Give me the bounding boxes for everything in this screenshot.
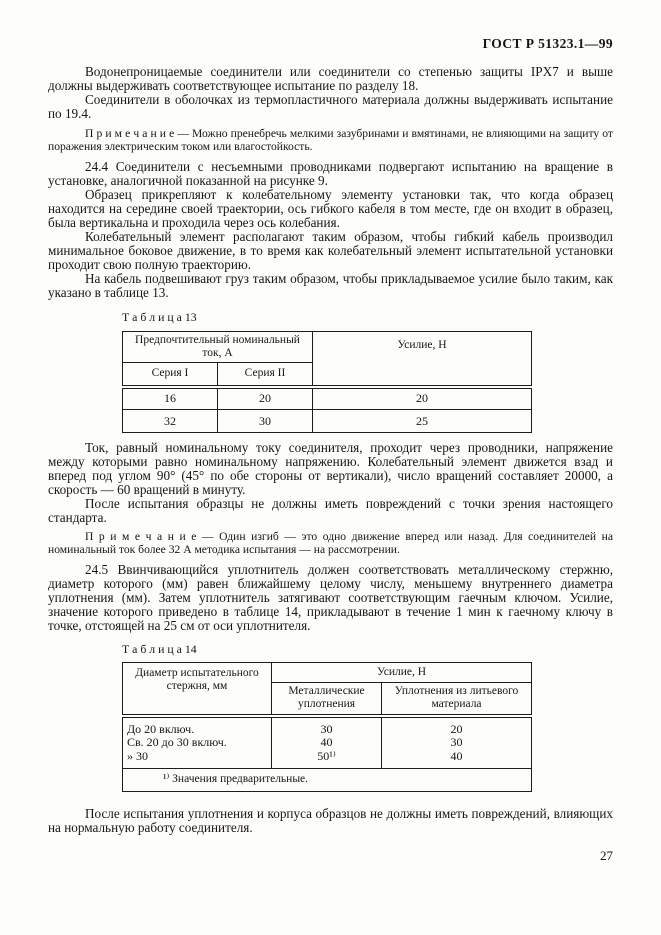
doc-header-standard-number: ГОСТ Р 51323.1—99 — [482, 36, 613, 51]
para-no-damage-after-test: После испытания образцы не должны иметь повреждений с точки зрения настоящего стандарта. — [48, 496, 613, 525]
page-number: 27 — [600, 847, 613, 863]
para-thermoplastic-enclosures: Соединители в оболочках из термопластичного материала должны выдерживать испытание по 19.4. — [48, 92, 613, 121]
table-14 — [122, 662, 532, 792]
para-specimen-attachment: Образец прикрепляют к колебательному элементу установки так, что когда образец находится на середине своей траектории, ось гибкого кабеля в том месте, где он входит в образец, была вертикальна и проходила через ось колебания. — [48, 187, 613, 230]
t14-subheader-metal-glands: Металлические уплотнения — [272, 683, 382, 716]
t14-cell-molded: 40 — [382, 750, 532, 769]
para-after-seal-test: После испытания уплотнения и корпуса образцов не должны иметь повреждений, влияющих на нормальную работу соединителя. — [48, 805, 613, 835]
t13-cell-series1: 32 — [123, 410, 218, 433]
table-14-data-row-1 — [123, 716, 532, 736]
t14-cell-diameter: До 20 включ. — [123, 716, 272, 736]
table-13-data-row-2 — [123, 410, 532, 433]
table-13 — [122, 331, 532, 433]
table-13-header-row-1 — [123, 332, 532, 363]
t13-cell-series2: 20 — [218, 387, 313, 410]
t13-cell-force: 20 — [313, 387, 532, 410]
table-14-label: Т а б л и ц а 14 — [122, 642, 197, 656]
t14-cell-molded: 30 — [382, 736, 532, 750]
t14-subheader-molded-glands: Уплотнения из литьевого материала — [382, 683, 532, 716]
t14-header-test-rod-diameter: Диаметр испытательного стержня, мм — [123, 663, 272, 716]
table-14-data-row-3 — [123, 750, 532, 769]
t13-subheader-series-2: Серия II — [218, 363, 313, 387]
para-waterproof-connectors: Водонепроницаемые соединители или соединители со степенью защиты IPX7 и выше должны выдерживать соответствующее испытание по разделу 18. — [48, 64, 613, 93]
t13-cell-force: 25 — [313, 410, 532, 433]
t14-cell-diameter: Св. 20 до 30 включ. — [123, 736, 272, 750]
t14-cell-molded: 20 — [382, 716, 532, 736]
t14-header-force: Усилие, Н — [272, 663, 532, 683]
note-nicks-and-dents: П р и м е ч а н и е — Можно пренебречь мелкими зазубринами и вмятинами, не влияющими на защиту от поражения электрическим током или влагостойкость. — [48, 127, 613, 153]
t13-header-force: Усилие, Н — [313, 332, 532, 387]
para-cable-load: На кабель подвешивают груз таким образом, чтобы прикладываемое усилие было таким, как указано в таблице 13. — [48, 271, 613, 300]
para-oscillating-element-position: Колебательный элемент располагают таким образом, чтобы гибкий кабель производил минимальное боковое движение, в то время как колебательный элемент испытательной установки проходит свою полную траекторию. — [48, 229, 613, 272]
table-13-label: Т а б л и ц а 13 — [122, 310, 197, 324]
para-24-5-screwed-gland: 24.5 Ввинчивающийся уплотнитель должен соответствовать металлическому стержню, диаметр которого (мм) равен ближайшему целому числу, меньшему внутреннего диаметра уплотнения (мм). Затем уплотнитель затягивают соответствующим гаечным ключом. Усилие, значение которого приведено в таблице 14, прикладывают в течение 1 мин к гаечному ключу в точке, отстоящей на 25 см от оси уплотнителя. — [48, 562, 613, 633]
t14-cell-metal: 30 — [272, 716, 382, 736]
t13-cell-series1: 16 — [123, 387, 218, 410]
t14-cell-diameter: » 30 — [123, 750, 272, 769]
t14-footnote: ¹⁾ Значения предварительные. — [123, 768, 532, 791]
para-24-4-rotation-test: 24.4 Соединители с несъемными проводниками подвергают испытанию на вращение в установке, аналогичной показанной на рисунке 9. — [48, 159, 613, 188]
t14-cell-metal: 40 — [272, 736, 382, 750]
t13-header-rated-current: Предпочтительный номинальный ток, А — [123, 332, 313, 363]
para-current-voltage-cycles: Ток, равный номинальному току соединителя, проходит через проводники, напряжение между которыми равно номинальному напряжению. Колебательный элемент движется взад и вперед под углом 90° (45° по обе стороны от вертикали), число вращений составляет 20000, а скорость — 60 вращений в минуту. — [48, 440, 613, 497]
t13-cell-series2: 30 — [218, 410, 313, 433]
table-14-header-row-1 — [123, 663, 532, 683]
note-one-bend-definition: П р и м е ч а н и е — Один изгиб — это одно движение вперед или назад. Для соединителей на номинальный ток более 32 А методика испытания — на рассмотрении. — [48, 530, 613, 556]
t13-subheader-series-1: Серия I — [123, 363, 218, 387]
table-14-data-row-2 — [123, 736, 532, 750]
table-13-data-row-1 — [123, 387, 532, 410]
t14-cell-metal: 50¹⁾ — [272, 750, 382, 769]
table-14-footnote-row — [123, 768, 532, 791]
